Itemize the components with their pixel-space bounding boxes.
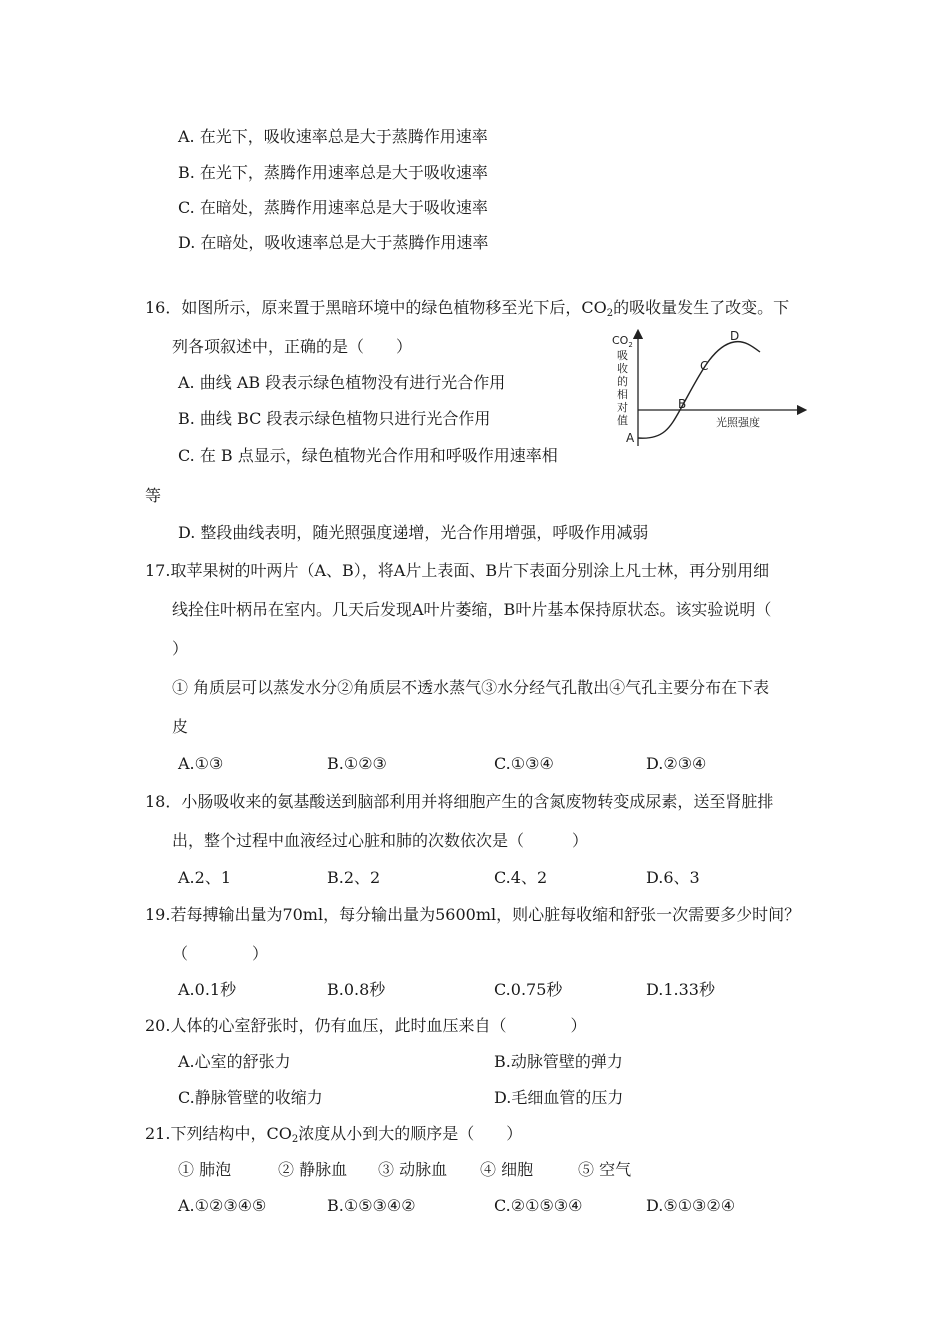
q21-option-c: C.②①⑤③④ bbox=[494, 1196, 583, 1215]
q16-option-c-cont: 等 bbox=[145, 486, 162, 505]
y-label-char-6: 值 bbox=[617, 414, 628, 427]
q21-item-1: ① 肺泡 bbox=[178, 1160, 232, 1179]
point-c-label: C bbox=[700, 359, 709, 373]
q19-stem-line1: 19.若每搏输出量为70ml，每分输出量为5600ml，则心脏每收缩和舒张一次需要多少时间？ bbox=[145, 905, 801, 924]
q15-option-d: D. 在暗处，吸收速率总是大于蒸腾作用速率 bbox=[178, 233, 489, 252]
q21-item-2: ② 静脉血 bbox=[278, 1160, 348, 1179]
q18-option-d: D.6、3 bbox=[646, 868, 700, 887]
point-d-label: D bbox=[730, 329, 740, 343]
q19-option-a: A.0.1秒 bbox=[178, 980, 237, 999]
q21-item-3: ③ 动脉血 bbox=[378, 1160, 448, 1179]
y-label-char-2: 收 bbox=[617, 362, 628, 375]
co2-absorption-graph bbox=[608, 328, 808, 452]
q18-option-c: C.4、2 bbox=[494, 868, 548, 887]
q18-option-b: B.2、2 bbox=[327, 868, 381, 887]
q19-option-b: B.0.8秒 bbox=[327, 980, 386, 999]
q16-option-b: B. 曲线 BC 段表示绿色植物只进行光合作用 bbox=[178, 409, 491, 428]
q15-option-b: B. 在光下，蒸腾作用速率总是大于吸收速率 bbox=[178, 163, 488, 182]
q16-stem-line1: 16．如图所示，原来置于黑暗环境中的绿色植物移至光下后，$CO_2$的吸收量发生了改变。下 bbox=[145, 298, 790, 319]
q21-option-a: A.①②③④⑤ bbox=[178, 1196, 267, 1215]
q17-statements: ① 角质层可以蒸发水分②角质层不透水蒸气③水分经气孔散出④气孔主要分布在下表 bbox=[172, 678, 770, 697]
y-label-co2: $CO_2$ bbox=[612, 334, 633, 349]
point-a-label: A bbox=[626, 431, 635, 445]
q16-option-c: C. 在 B 点显示，绿色植物光合作用和呼吸作用速率相 bbox=[178, 446, 558, 465]
q21-item-5: ⑤ 空气 bbox=[578, 1160, 632, 1179]
y-label-char-4: 相 bbox=[617, 388, 628, 401]
y-label-char-3: 的 bbox=[617, 375, 628, 388]
q17-stem-line2: 线拴住叶柄吊在室内。几天后发现A叶片萎缩，B叶片基本保持原状态。该实验说明（ bbox=[172, 600, 772, 619]
q19-stem-line2: （ ） bbox=[172, 944, 269, 963]
q20-option-c: C.静脉管壁的收缩力 bbox=[178, 1088, 323, 1107]
q16-option-d: D. 整段曲线表明，随光照强度递增，光合作用增强，呼吸作用减弱 bbox=[178, 523, 649, 542]
q15-option-c: C. 在暗处，蒸腾作用速率总是大于吸收速率 bbox=[178, 198, 488, 217]
q17-option-b: B.①②③ bbox=[327, 754, 387, 773]
q18-option-a: A.2、1 bbox=[178, 868, 232, 887]
q17-option-d: D.②③④ bbox=[646, 754, 707, 773]
q20-option-b: B.动脉管壁的弹力 bbox=[494, 1052, 623, 1071]
y-label-char-1: 吸 bbox=[617, 349, 628, 362]
point-b-label: B bbox=[678, 397, 687, 411]
q17-stem-line1: 17.取苹果树的叶两片（A、B），将A片上表面、B片下表面分别涂上凡士林，再分别用细 bbox=[145, 561, 770, 580]
x-axis-label: 光照强度 bbox=[716, 416, 760, 429]
q16-stem-line2: 列各项叙述中，正确的是（ ） bbox=[172, 337, 413, 356]
q20-option-a: A.心室的舒张力 bbox=[178, 1052, 291, 1071]
q21-stem: 21.下列结构中，$CO_2$浓度从小到大的顺序是（ ） bbox=[145, 1124, 523, 1145]
q21-option-b: B.①⑤③④② bbox=[327, 1196, 416, 1215]
q17-statements-cont: 皮 bbox=[172, 717, 189, 736]
q20-option-d: D.毛细血管的压力 bbox=[494, 1088, 624, 1107]
q17-option-c: C.①③④ bbox=[494, 754, 554, 773]
q21-item-4: ④ 细胞 bbox=[480, 1160, 534, 1179]
q15-option-a: A. 在光下，吸收速率总是大于蒸腾作用速率 bbox=[178, 127, 488, 146]
q16-option-a: A. 曲线 AB 段表示绿色植物没有进行光合作用 bbox=[178, 373, 506, 392]
q21-option-d: D.⑤①③②④ bbox=[646, 1196, 736, 1215]
q18-stem-line2: 出，整个过程中血液经过心脏和肺的次数依次是（ ） bbox=[172, 831, 589, 850]
q17-stem-line3: ） bbox=[172, 639, 189, 658]
q17-option-a: A.①③ bbox=[178, 754, 224, 773]
q20-stem: 20.人体的心室舒张时，仍有血压，此时血压来自（ ） bbox=[145, 1016, 587, 1035]
y-label-char-5: 对 bbox=[617, 401, 628, 414]
q19-option-d: D.1.33秒 bbox=[646, 980, 715, 999]
q19-option-c: C.0.75秒 bbox=[494, 980, 563, 999]
q18-stem-line1: 18．小肠吸收来的氨基酸送到脑部利用并将细胞产生的含氮废物转变成尿素，送至肾脏排 bbox=[145, 792, 774, 811]
